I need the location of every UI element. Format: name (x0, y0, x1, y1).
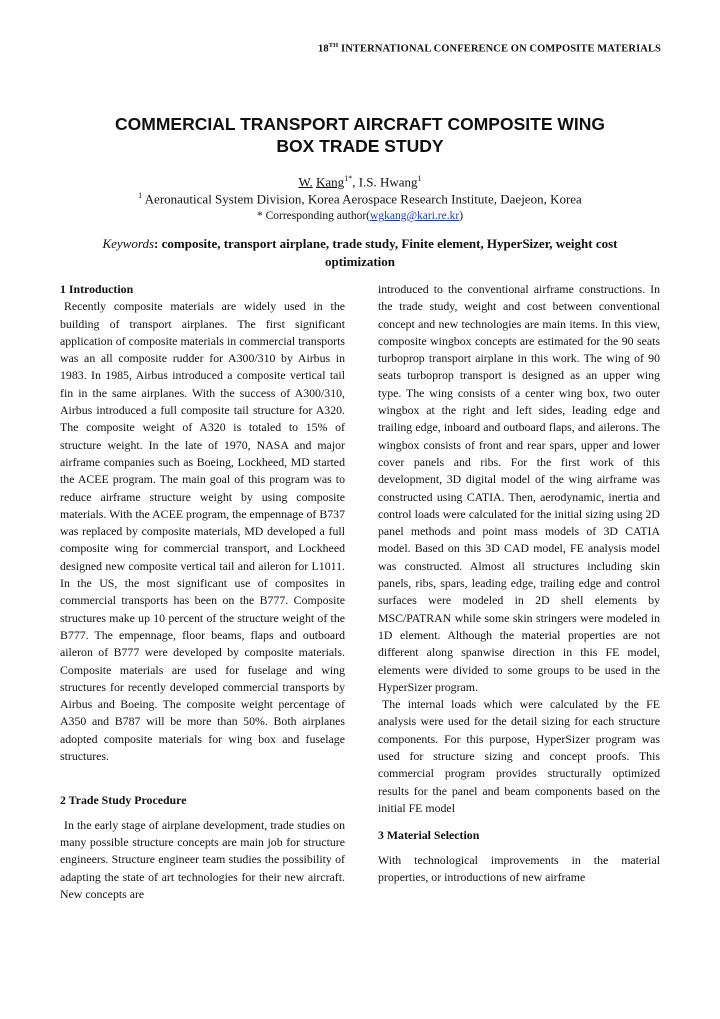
corresponding-author: * Corresponding author(wgkang@kari.re.kr) (256, 210, 464, 222)
author-1-surname: Kang (316, 174, 345, 190)
internal-loads-paragraph: The internal loads which were calculated by the FE analysis were used for the detail sizing for each structure components. For this purpose, HyperSizer program was used for structure sizing and concept proofs. This commercial program provides structurally optimized results for the panel and beam components based on the initial FE model (378, 697, 660, 815)
keywords-text: composite, transport airplane, trade study, Finite element, HyperSizer, weight cost optimization (161, 236, 618, 269)
author-list: W. Kang$^{1*}$, I.S. Hwang$^1$ (298, 174, 422, 190)
title-line-2: BOX TRADE STUDY (276, 136, 444, 156)
left-column (60, 281, 345, 903)
running-header: 18TH INTERNATIONAL CONFERENCE ON COMPOSITE MATERIALS (318, 42, 661, 55)
paper-title (60, 113, 660, 157)
author-2: I.S. Hwang (358, 174, 418, 190)
affiliation: $^1$ Aeronautical System Division, Korea Aerospace Research Institute, Daejeon, Korea (138, 191, 582, 207)
section-heading-trade-study: 2 Trade Study Procedure (60, 793, 187, 808)
material-selection-paragraph: With technological improvements in the material properties, or introductions of new airframe (378, 852, 660, 884)
trade-study-paragraph: In the early stage of airplane development, trade studies on many possible structure concepts are main job for structure engineers. Structure engineer team studies the possibility of adapting the state of art technologies for their new aircraft. New concepts are (60, 817, 345, 901)
introduction-paragraph: Recently composite materials are widely used in the building of transport airplanes. The first significant application of composite materials in commercial transports was an all composite rudder for A300/310 by Airbus in 1983. In 1985, Airbus introduced a composite vertical tail fin in the same airplanes. With the success of A300/310, Airbus introduced a full composite tail structure for A320. The composite weight of A320 is totaled to 15% of structure weight. In the late of 1970, NASA and major airframe companies such as Boeing, Lockheed, MD started the ACEE program. The main goal of this program was to reduce airframe structure weight by using composite materials. With the ACEE program, the empennage of B737 was replaced by composite materials, MD developed a full composite wing for commercial transport, and Lockheed designed new composite vertical tail and aileron for L1011. In the US, the most significant use of composites in commercial transports has been on the B777. Composite structures make up 10 percent of the structure weight of the B777. The empennage, floor beams, flaps and outboard aileron of B777 were developed by composite materials. Composite materials are used for fuselage and wing structures for recently developed commercial transports by Airbus and Boeing. The composite weight percentage of A350 and B787 will be more than 50%. Both airplanes adopted composite materials for wing box and fuselage structures. (60, 299, 345, 764)
trade-study-continued-paragraph: introduced to the conventional airframe constructions. In the trade study, weight and cost between conventional concept and new technologies are main items. In this view, composite wingbox concepts are estimated for the 90 seats turboprop transport airplane in this work. The wing of 90 seats turboprop transport is designed as an upper wing type. The wing consists of a center wing box, two outer wingbox at the right and left sides, leading edge and trailing edge, inboard and outboard flaps, and ailerons. The wingbox consists of front and rear spars, upper and lower cover panels and ribs. For the first work of this development, 3D digital model of the wing airframe was constructed using CATIA. Then, aerodynamic, inertia and control loads were calculated for the initial sizing using 2D panel methods and point mass models of 3D CATIA model. Based on this 3D CAD model, FE analysis model was constructed. Almost all structures including skin panels, ribs, spars, leading edge, trailing edge and control surfaces were modeled in 2D shell elements by MSC/PATRAN while some skin stringers were modeled in 1D element. Although the material properties are not different along spanwise direction in this FE model, elements were divided to some groups to be used in the HyperSizer program. (378, 282, 660, 694)
author-email-link[interactable]: wgkang@kari.re.kr (370, 210, 460, 222)
right-column (378, 281, 660, 886)
section-heading-material-selection: 3 Material Selection (378, 828, 480, 843)
title-line-1: COMMERCIAL TRANSPORT AIRCRAFT COMPOSITE WING (115, 114, 605, 134)
section-heading-introduction: 1 Introduction (60, 282, 134, 296)
author-1-initial: W. (298, 174, 313, 190)
keywords: Keywords: composite, transport airplane, trade study, Finite element, HyperSizer, weight cost optimization (102, 236, 618, 269)
keywords-label: Keywords (102, 236, 155, 251)
